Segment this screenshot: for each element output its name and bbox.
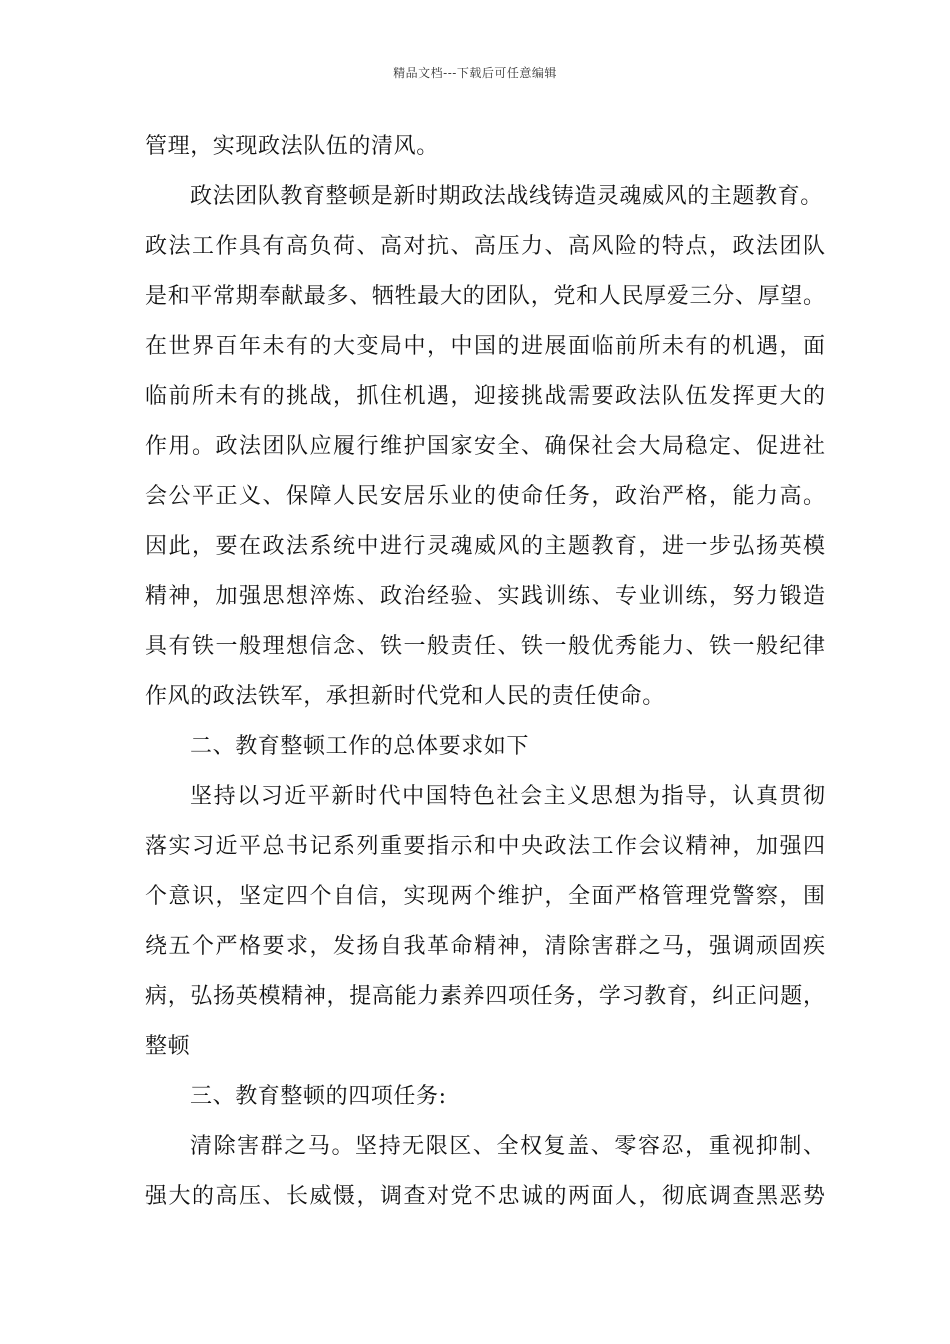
paragraph-line: 因此，要在政法系统中进行灵魂威风的主题教育，进一步弘扬英模	[145, 534, 825, 559]
paragraph-line: 强大的高压、长威慑，调查对党不忠诚的两面人，彻底调查黑恶势	[145, 1184, 825, 1209]
page-header: 精品文档---下载后可任意编辑	[393, 66, 557, 80]
paragraph-line: 绕五个严格要求，发扬自我革命精神，清除害群之马，强调顽固疾	[145, 934, 825, 959]
paragraph-line: 政法工作具有高负荷、高对抗、高压力、高风险的特点，政法团队	[145, 234, 825, 259]
paragraph-line: 管理，实现政法队伍的清风。	[145, 134, 439, 159]
paragraph-line: 整顿	[145, 1034, 191, 1059]
paragraph-line: 精神，加强思想淬炼、政治经验、实践训练、专业训练，努力锻造	[145, 584, 825, 609]
paragraph-line: 作风的政法铁军，承担新时代党和人民的责任使命。	[145, 684, 665, 709]
paragraph-line: 会公平正义、保障人民安居乐业的使命任务，政治严格，能力高。	[145, 484, 825, 509]
paragraph-line: 具有铁一般理想信念、铁一般责任、铁一般优秀能力、铁一般纪律	[145, 634, 825, 659]
paragraph-line: 落实习近平总书记系列重要指示和中央政法工作会议精神，加强四	[145, 834, 825, 859]
paragraph-line: 是和平常期奉献最多、牺牲最大的团队，党和人民厚爱三分、厚望。	[145, 284, 825, 309]
paragraph-line: 坚持以习近平新时代中国特色社会主义思想为指导，认真贯彻	[190, 784, 825, 809]
paragraph-line: 政法团队教育整顿是新时期政法战线铸造灵魂威风的主题教育。	[190, 184, 823, 209]
paragraph-line: 在世界百年未有的大变局中，中国的进展面临前所未有的机遇，面	[145, 334, 825, 359]
paragraph-line: 清除害群之马。坚持无限区、全权复盖、零容忍，重视抑制、	[190, 1134, 825, 1159]
section-heading: 二、教育整顿工作的总体要求如下	[190, 734, 530, 759]
paragraph-line: 个意识，坚定四个自信，实现两个维护，全面严格管理党警察，围	[145, 884, 825, 909]
paragraph-line: 病，弘扬英模精神，提高能力素养四项任务，学习教育，纠正问题，	[145, 984, 825, 1009]
paragraph-line: 临前所未有的挑战，抓住机遇，迎接挑战需要政法队伍发挥更大的	[145, 384, 825, 409]
section-heading: 三、教育整顿的四项任务:	[190, 1084, 447, 1109]
paragraph-line: 作用。政法团队应履行维护国家安全、确保社会大局稳定、促进社	[145, 434, 825, 459]
